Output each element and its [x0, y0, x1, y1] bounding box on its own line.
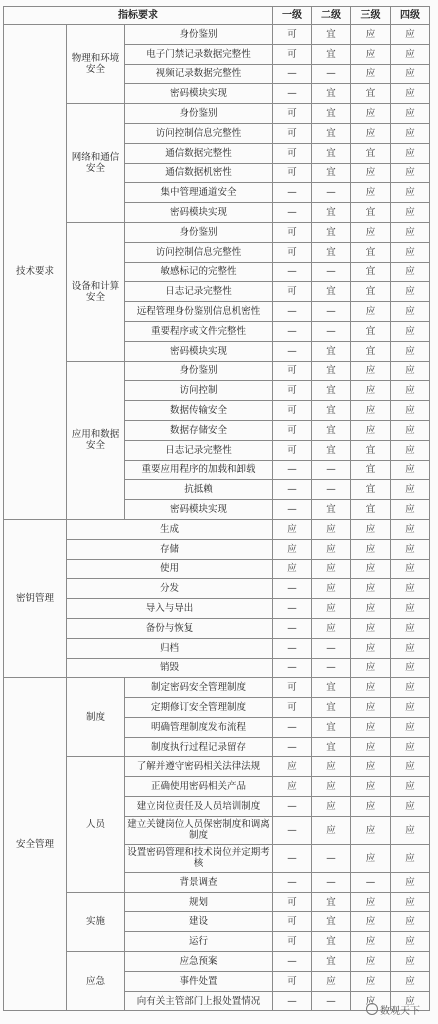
level-4-cell: 应 — [391, 519, 430, 539]
level-3-cell: 应 — [351, 678, 391, 698]
level-4-cell: 应 — [391, 539, 430, 559]
level-4-cell: 应 — [391, 717, 430, 737]
level-2-cell: 宜 — [312, 440, 351, 460]
item-cell: 身份鉴别 — [125, 25, 273, 45]
table-row — [4, 25, 430, 45]
item-cell: 设置密码管理和技术岗位并定期考核 — [125, 844, 273, 872]
level-1-cell: 可 — [273, 420, 312, 440]
level-1-cell: — — [273, 183, 312, 203]
item-cell: 数据传输安全 — [125, 401, 273, 421]
item-cell: 身份鉴别 — [125, 222, 273, 242]
level-1-cell: — — [273, 991, 312, 1011]
level-3-cell: 宜 — [351, 282, 391, 302]
level-3-cell: 应 — [351, 25, 391, 45]
level-3-cell: 应 — [351, 777, 391, 797]
header-requirement: 指标要求 — [4, 7, 273, 25]
level-4-cell: 应 — [391, 341, 430, 361]
item-cell: 制度执行过程记录留存 — [125, 737, 273, 757]
item-cell: 规划 — [125, 892, 273, 912]
level-2-cell: 宜 — [312, 892, 351, 912]
level-3-cell: 应 — [351, 737, 391, 757]
level-2-cell: 宜 — [312, 678, 351, 698]
table-row — [4, 104, 430, 124]
level-4-cell: 应 — [391, 361, 430, 381]
level-1-cell: — — [273, 737, 312, 757]
level-2-cell: 宜 — [312, 84, 351, 104]
level-2-cell: 宜 — [312, 242, 351, 262]
level-2-cell: 宜 — [312, 420, 351, 440]
item-cell: 访问控制信息完整性 — [125, 123, 273, 143]
wechat-logo-icon — [366, 1003, 378, 1015]
level-1-cell: — — [273, 579, 312, 599]
item-cell: 事件处置 — [125, 971, 273, 991]
category-cell: 密钥管理 — [4, 519, 67, 677]
level-1-cell: 应 — [273, 539, 312, 559]
level-3-cell: 应 — [351, 892, 391, 912]
level-2-cell: 应 — [312, 559, 351, 579]
level-2-cell: — — [312, 991, 351, 1011]
level-4-cell: 应 — [391, 480, 430, 500]
level-4-cell: 应 — [391, 912, 430, 932]
level-2-cell: — — [312, 262, 351, 282]
level-2-cell: — — [312, 183, 351, 203]
item-cell: 重要应用程序的加载和卸载 — [125, 460, 273, 480]
level-3-cell: 宜 — [351, 262, 391, 282]
item-cell: 密码模块实现 — [125, 203, 273, 223]
level-3-cell: 应 — [351, 912, 391, 932]
level-4-cell: 应 — [391, 500, 430, 520]
item-cell: 数据存储安全 — [125, 420, 273, 440]
level-3-cell: 应 — [351, 816, 391, 844]
level-1-cell: 可 — [273, 932, 312, 952]
level-4-cell: 应 — [391, 143, 430, 163]
level-1-cell: — — [273, 460, 312, 480]
level-4-cell: 应 — [391, 872, 430, 892]
level-1-cell: 应 — [273, 559, 312, 579]
level-3-cell: 应 — [351, 559, 391, 579]
level-2-cell: 宜 — [312, 381, 351, 401]
level-2-cell: 宜 — [312, 222, 351, 242]
level-2-cell: — — [312, 460, 351, 480]
level-3-cell: 宜 — [351, 203, 391, 223]
table-row — [4, 599, 430, 619]
level-4-cell: 应 — [391, 952, 430, 972]
level-4-cell: 应 — [391, 971, 430, 991]
level-2-cell: 宜 — [312, 282, 351, 302]
level-4-cell: 应 — [391, 579, 430, 599]
level-2-cell: 应 — [312, 797, 351, 817]
watermark — [366, 1002, 432, 1016]
level-4-cell: 应 — [391, 44, 430, 64]
level-3-cell: 应 — [351, 599, 391, 619]
table-row — [4, 952, 430, 972]
item-cell: 日志记录完整性 — [125, 440, 273, 460]
level-1-cell: 可 — [273, 44, 312, 64]
item-cell: 访问控制 — [125, 381, 273, 401]
item-cell: 抗抵赖 — [125, 480, 273, 500]
level-1-cell: — — [273, 638, 312, 658]
level-1-cell: — — [273, 797, 312, 817]
level-1-cell: 可 — [273, 143, 312, 163]
level-4-cell: 应 — [391, 678, 430, 698]
level-2-cell: 宜 — [312, 698, 351, 718]
level-1-cell: — — [273, 952, 312, 972]
item-cell: 背景调查 — [125, 872, 273, 892]
level-2-cell: 宜 — [312, 717, 351, 737]
level-4-cell: 应 — [391, 282, 430, 302]
item-cell: 了解并遵守密码相关法律法规 — [125, 757, 273, 777]
level-4-cell: 应 — [391, 183, 430, 203]
level-2-cell: 应 — [312, 599, 351, 619]
level-2-cell: — — [312, 844, 351, 872]
level-2-cell: 宜 — [312, 25, 351, 45]
level-2-cell: 应 — [312, 777, 351, 797]
table-row — [4, 757, 430, 777]
level-3-cell: 应 — [351, 420, 391, 440]
level-1-cell: 应 — [273, 777, 312, 797]
level-3-cell: 应 — [351, 104, 391, 124]
level-4-cell: 应 — [391, 777, 430, 797]
category-cell: 技术要求 — [4, 25, 67, 520]
level-3-cell: 宜 — [351, 321, 391, 341]
level-4-cell: 应 — [391, 25, 430, 45]
level-4-cell: 应 — [391, 638, 430, 658]
level-3-cell: 应 — [351, 797, 391, 817]
item-cell: 备份与恢复 — [67, 618, 273, 638]
item-cell: 访问控制信息完整性 — [125, 242, 273, 262]
level-4-cell: 应 — [391, 658, 430, 678]
level-4-cell: 应 — [391, 618, 430, 638]
category-cell: 安全管理 — [4, 678, 67, 1011]
level-2-cell: 宜 — [312, 203, 351, 223]
subcategory-cell: 网络和通信安全 — [67, 104, 125, 223]
item-cell: 身份鉴别 — [125, 361, 273, 381]
subcategory-cell: 人员 — [67, 757, 125, 892]
item-cell: 身份鉴别 — [125, 104, 273, 124]
item-cell: 使用 — [67, 559, 273, 579]
level-4-cell: 应 — [391, 84, 430, 104]
level-3-cell: 应 — [351, 302, 391, 322]
level-3-cell: 应 — [351, 519, 391, 539]
level-1-cell: 可 — [273, 104, 312, 124]
level-1-cell: 可 — [273, 222, 312, 242]
level-2-cell: 应 — [312, 971, 351, 991]
level-4-cell: 应 — [391, 381, 430, 401]
item-cell: 日志记录完整性 — [125, 282, 273, 302]
level-1-cell: 应 — [273, 757, 312, 777]
level-1-cell: — — [273, 816, 312, 844]
level-3-cell: 应 — [351, 991, 391, 1011]
item-cell: 正确使用密码相关产品 — [125, 777, 273, 797]
level-2-cell: 宜 — [312, 932, 351, 952]
level-1-cell: 可 — [273, 282, 312, 302]
level-1-cell: 可 — [273, 912, 312, 932]
item-cell: 视频记录数据完整性 — [125, 64, 273, 84]
level-1-cell: — — [273, 84, 312, 104]
item-cell: 明确管理制度发布流程 — [125, 717, 273, 737]
subcategory-cell: 应急 — [67, 952, 125, 1011]
level-4-cell: 应 — [391, 104, 430, 124]
level-1-cell: 可 — [273, 163, 312, 183]
level-4-cell: 应 — [391, 816, 430, 844]
table-row — [4, 892, 430, 912]
level-2-cell: 宜 — [312, 44, 351, 64]
header-level-1: 一级 — [273, 7, 312, 25]
subcategory-cell: 实施 — [67, 892, 125, 951]
level-3-cell: 应 — [351, 401, 391, 421]
level-3-cell: 应 — [351, 757, 391, 777]
table-row — [4, 579, 430, 599]
level-4-cell: 应 — [391, 203, 430, 223]
level-4-cell: 应 — [391, 163, 430, 183]
item-cell: 生成 — [67, 519, 273, 539]
item-cell: 远程管理身份鉴别信息机密性 — [125, 302, 273, 322]
item-cell: 建设 — [125, 912, 273, 932]
level-3-cell: 宜 — [351, 341, 391, 361]
level-1-cell: 可 — [273, 361, 312, 381]
level-4-cell: 应 — [391, 932, 430, 952]
level-3-cell: 应 — [351, 638, 391, 658]
item-cell: 制定密码安全管理制度 — [125, 678, 273, 698]
level-1-cell: 可 — [273, 242, 312, 262]
level-2-cell: 宜 — [312, 143, 351, 163]
subcategory-cell: 设备和计算安全 — [67, 222, 125, 361]
level-3-cell: 应 — [351, 844, 391, 872]
level-1-cell: — — [273, 658, 312, 678]
level-4-cell: 应 — [391, 302, 430, 322]
table-row — [4, 519, 430, 539]
item-cell: 电子门禁记录数据完整性 — [125, 44, 273, 64]
level-3-cell: 应 — [351, 381, 391, 401]
level-1-cell: — — [273, 500, 312, 520]
item-cell: 运行 — [125, 932, 273, 952]
level-1-cell: — — [273, 341, 312, 361]
level-3-cell: 宜 — [351, 500, 391, 520]
level-4-cell: 应 — [391, 559, 430, 579]
level-1-cell: 可 — [273, 971, 312, 991]
level-2-cell: 宜 — [312, 163, 351, 183]
item-cell: 建立岗位责任及人员培训制度 — [125, 797, 273, 817]
level-1-cell: 应 — [273, 519, 312, 539]
level-2-cell: — — [312, 638, 351, 658]
level-4-cell: 应 — [391, 460, 430, 480]
table-header-row — [4, 7, 430, 25]
item-cell: 归档 — [67, 638, 273, 658]
level-3-cell: 应 — [351, 952, 391, 972]
level-4-cell: 应 — [391, 991, 430, 1011]
level-3-cell: 宜 — [351, 84, 391, 104]
level-2-cell: — — [312, 302, 351, 322]
level-4-cell: 应 — [391, 420, 430, 440]
level-2-cell: — — [312, 64, 351, 84]
item-cell: 建立关键岗位人员保密制度和调离制度 — [125, 816, 273, 844]
level-4-cell: 应 — [391, 123, 430, 143]
level-3-cell: 应 — [351, 123, 391, 143]
level-1-cell: 可 — [273, 123, 312, 143]
level-2-cell: 宜 — [312, 737, 351, 757]
level-3-cell: 应 — [351, 183, 391, 203]
level-1-cell: — — [273, 321, 312, 341]
item-cell: 通信数据完整性 — [125, 143, 273, 163]
level-1-cell: — — [273, 203, 312, 223]
level-4-cell: 应 — [391, 321, 430, 341]
level-3-cell: 宜 — [351, 440, 391, 460]
item-cell: 分发 — [67, 579, 273, 599]
level-2-cell: 宜 — [312, 500, 351, 520]
level-4-cell: 应 — [391, 401, 430, 421]
level-1-cell: — — [273, 618, 312, 638]
level-2-cell: 应 — [312, 519, 351, 539]
level-3-cell: 应 — [351, 932, 391, 952]
item-cell: 密码模块实现 — [125, 500, 273, 520]
level-2-cell: — — [312, 480, 351, 500]
level-3-cell: 应 — [351, 64, 391, 84]
level-2-cell: 宜 — [312, 123, 351, 143]
level-1-cell: — — [273, 64, 312, 84]
level-3-cell: 宜 — [351, 143, 391, 163]
header-level-3: 三级 — [351, 7, 391, 25]
level-2-cell: 宜 — [312, 361, 351, 381]
level-1-cell: 可 — [273, 381, 312, 401]
level-3-cell: 应 — [351, 717, 391, 737]
level-4-cell: 应 — [391, 737, 430, 757]
level-2-cell: 宜 — [312, 912, 351, 932]
level-2-cell: 宜 — [312, 952, 351, 972]
level-4-cell: 应 — [391, 757, 430, 777]
level-3-cell: 应 — [351, 658, 391, 678]
level-1-cell: 可 — [273, 25, 312, 45]
table-row — [4, 618, 430, 638]
requirements-table — [3, 6, 430, 1011]
watermark-text: 数观天下 — [380, 1005, 420, 1017]
table-row — [4, 222, 430, 242]
level-4-cell: 应 — [391, 440, 430, 460]
subcategory-cell: 制度 — [67, 678, 125, 757]
level-4-cell: 应 — [391, 262, 430, 282]
level-1-cell: 可 — [273, 698, 312, 718]
level-2-cell: 应 — [312, 757, 351, 777]
item-cell: 销毁 — [67, 658, 273, 678]
level-3-cell: 应 — [351, 361, 391, 381]
table-row — [4, 678, 430, 698]
level-4-cell: 应 — [391, 892, 430, 912]
level-3-cell: 应 — [351, 163, 391, 183]
level-2-cell: 宜 — [312, 401, 351, 421]
item-cell: 敏感标记的完整性 — [125, 262, 273, 282]
item-cell: 重要程序或文件完整性 — [125, 321, 273, 341]
level-3-cell: 应 — [351, 618, 391, 638]
level-3-cell: 应 — [351, 44, 391, 64]
level-2-cell: — — [312, 321, 351, 341]
level-1-cell: 可 — [273, 440, 312, 460]
level-2-cell: 应 — [312, 816, 351, 844]
level-4-cell: 应 — [391, 844, 430, 872]
level-3-cell: 应 — [351, 698, 391, 718]
subcategory-cell: 物理和环境安全 — [67, 25, 125, 104]
table-row — [4, 658, 430, 678]
header-level-2: 二级 — [312, 7, 351, 25]
level-3-cell: 应 — [351, 222, 391, 242]
level-4-cell: 应 — [391, 698, 430, 718]
level-2-cell: 应 — [312, 539, 351, 559]
level-1-cell: 可 — [273, 401, 312, 421]
level-3-cell: 应 — [351, 539, 391, 559]
table-row — [4, 638, 430, 658]
level-3-cell: 应 — [351, 971, 391, 991]
item-cell: 存储 — [67, 539, 273, 559]
level-3-cell: 宜 — [351, 480, 391, 500]
level-4-cell: 应 — [391, 797, 430, 817]
item-cell: 密码模块实现 — [125, 341, 273, 361]
level-4-cell: 应 — [391, 222, 430, 242]
level-1-cell: 可 — [273, 678, 312, 698]
header-level-4: 四级 — [391, 7, 430, 25]
level-1-cell: — — [273, 480, 312, 500]
level-1-cell: — — [273, 302, 312, 322]
table-row — [4, 559, 430, 579]
subcategory-cell: 应用和数据安全 — [67, 361, 125, 519]
table-row — [4, 361, 430, 381]
level-3-cell: 宜 — [351, 460, 391, 480]
level-2-cell: — — [312, 658, 351, 678]
level-1-cell: — — [273, 599, 312, 619]
level-4-cell: 应 — [391, 242, 430, 262]
level-2-cell: 应 — [312, 618, 351, 638]
level-2-cell: — — [312, 872, 351, 892]
item-cell: 应急预案 — [125, 952, 273, 972]
level-1-cell: 可 — [273, 892, 312, 912]
item-cell: 向有关主管部门上报处置情况 — [125, 991, 273, 1011]
level-1-cell: — — [273, 872, 312, 892]
table-row — [4, 539, 430, 559]
item-cell: 导入与导出 — [67, 599, 273, 619]
level-3-cell: 应 — [351, 579, 391, 599]
level-1-cell: — — [273, 262, 312, 282]
level-1-cell: — — [273, 717, 312, 737]
item-cell: 集中管理通道安全 — [125, 183, 273, 203]
level-2-cell: 宜 — [312, 104, 351, 124]
level-1-cell: — — [273, 844, 312, 872]
level-2-cell: 宜 — [312, 341, 351, 361]
item-cell: 通信数据机密性 — [125, 163, 273, 183]
level-3-cell: — — [351, 872, 391, 892]
item-cell: 密码模块实现 — [125, 84, 273, 104]
level-2-cell: 应 — [312, 579, 351, 599]
item-cell: 定期修订安全管理制度 — [125, 698, 273, 718]
level-3-cell: 宜 — [351, 242, 391, 262]
level-4-cell: 应 — [391, 64, 430, 84]
level-4-cell: 应 — [391, 599, 430, 619]
